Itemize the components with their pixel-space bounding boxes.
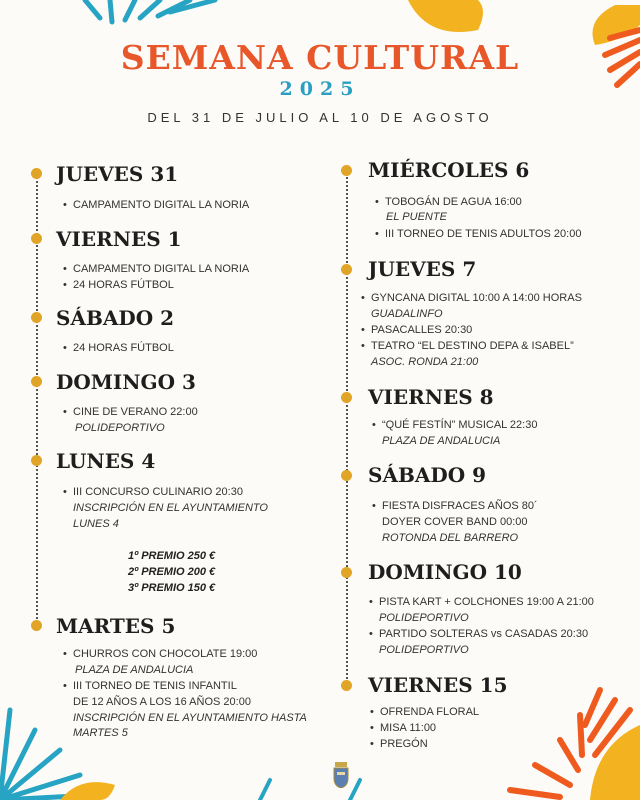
day-heading: SÁBADO 2 [56,306,175,330]
timeline-dot [341,165,352,176]
event-note: INSCRIPCIÓN EN EL AYUNTAMIENTO [73,502,268,514]
event-item: • III TORNEO DE TENIS INFANTIL [63,680,237,692]
date-range: DEL 31 DE JULIO AL 10 DE AGOSTO [147,110,493,125]
day-heading: VIERNES 15 [368,673,508,697]
event-note: MARTES 5 [73,727,128,739]
event-location: POLIDEPORTIVO [379,644,469,656]
day-heading: VIERNES 8 [368,385,494,409]
event-location: EL PUENTE [386,211,447,223]
timeline-dot [341,470,352,481]
timeline-dot [31,233,42,244]
timeline-dot [341,264,352,275]
timeline-dot [341,680,352,691]
event-item: • PASACALLES 20:30 [361,324,473,336]
event-item: • FIESTA DISFRACES AÑOS 80´ [372,500,538,512]
page-title: SEMANA CULTURAL [120,38,520,77]
event-item: • MISA 11:00 [370,722,437,734]
event-item: • TEATRO “EL DESTINO DEPA & ISABEL” [361,340,574,352]
event-item: • CHURROS CON CHOCOLATE 19:00 [63,648,258,660]
day-heading: VIERNES 1 [56,227,182,251]
event-item: • “QUÉ FESTÍN” MUSICAL 22:30 [372,419,538,431]
event-item-continuation: DE 12 AÑOS A LOS 16 AÑOS 20:00 [73,696,251,708]
event-item-continuation: DOYER COVER BAND 00:00 [382,516,528,528]
day-heading: MARTES 5 [56,614,176,638]
year-label: 2025 [279,78,361,100]
right-timeline [346,170,348,690]
event-item: • GYNCANA DIGITAL 10:00 A 14:00 HORAS [361,292,582,304]
timeline-dot [31,312,42,323]
coat-of-arms-icon [333,762,349,788]
event-location: POLIDEPORTIVO [379,612,469,624]
event-item: • PISTA KART + COLCHONES 19:00 A 21:00 [369,596,594,608]
event-note: LUNES 4 [73,518,119,530]
event-item: • 24 HORAS FÚTBOL [63,279,174,291]
day-heading: DOMINGO 10 [368,560,522,584]
event-item: • III TORNEO DE TENIS ADULTOS 20:00 [375,228,582,240]
event-item: • 24 HORAS FÚTBOL [63,342,174,354]
event-location: ROTONDA DEL BARRERO [382,532,519,544]
leaf-orange-icon [490,685,640,800]
day-heading: JUEVES 31 [56,162,179,186]
event-item: • CAMPAMENTO DIGITAL LA NORIA [63,199,250,211]
event-item: • CINE DE VERANO 22:00 [63,406,198,418]
timeline-dot [31,168,42,179]
event-item: • TOBOGÁN DE AGUA 16:00 [375,196,522,208]
event-location: GUADALINFO [371,308,443,320]
day-heading: SÁBADO 9 [368,463,487,487]
day-heading: JUEVES 7 [368,257,477,281]
timeline-dot [31,455,42,466]
event-item: • PARTIDO SOLTERAS vs CASADAS 20:30 [369,628,589,640]
timeline-dot [31,620,42,631]
day-heading: MIÉRCOLES 6 [368,158,530,182]
event-item: • III CONCURSO CULINARIO 20:30 [63,486,243,498]
timeline-dot [31,376,42,387]
event-item: • OFRENDA FLORAL [370,706,480,718]
event-location: POLIDEPORTIVO [75,422,165,434]
leaf-teal-icon [40,0,240,40]
prize-line: 1º PREMIO 250 € [128,550,216,562]
event-item: • CAMPAMENTO DIGITAL LA NORIA [63,263,250,275]
timeline-dot [341,567,352,578]
day-heading: LUNES 4 [56,449,156,473]
event-item: • PREGÓN [370,738,428,750]
event-location: PLAZA DE ANDALUCIA [382,435,501,447]
event-note: INSCRIPCIÓN EN EL AYUNTAMIENTO HASTA [73,712,307,724]
prize-line: 2º PREMIO 200 € [128,566,216,578]
prize-line: 3º PREMIO 150 € [128,582,216,594]
leaf-teal-icon [250,775,370,800]
timeline-dot [341,392,352,403]
event-location: ASOC. RONDA 21:00 [371,356,479,368]
day-heading: DOMINGO 3 [56,370,196,394]
event-location: PLAZA DE ANDALUCIA [75,664,194,676]
